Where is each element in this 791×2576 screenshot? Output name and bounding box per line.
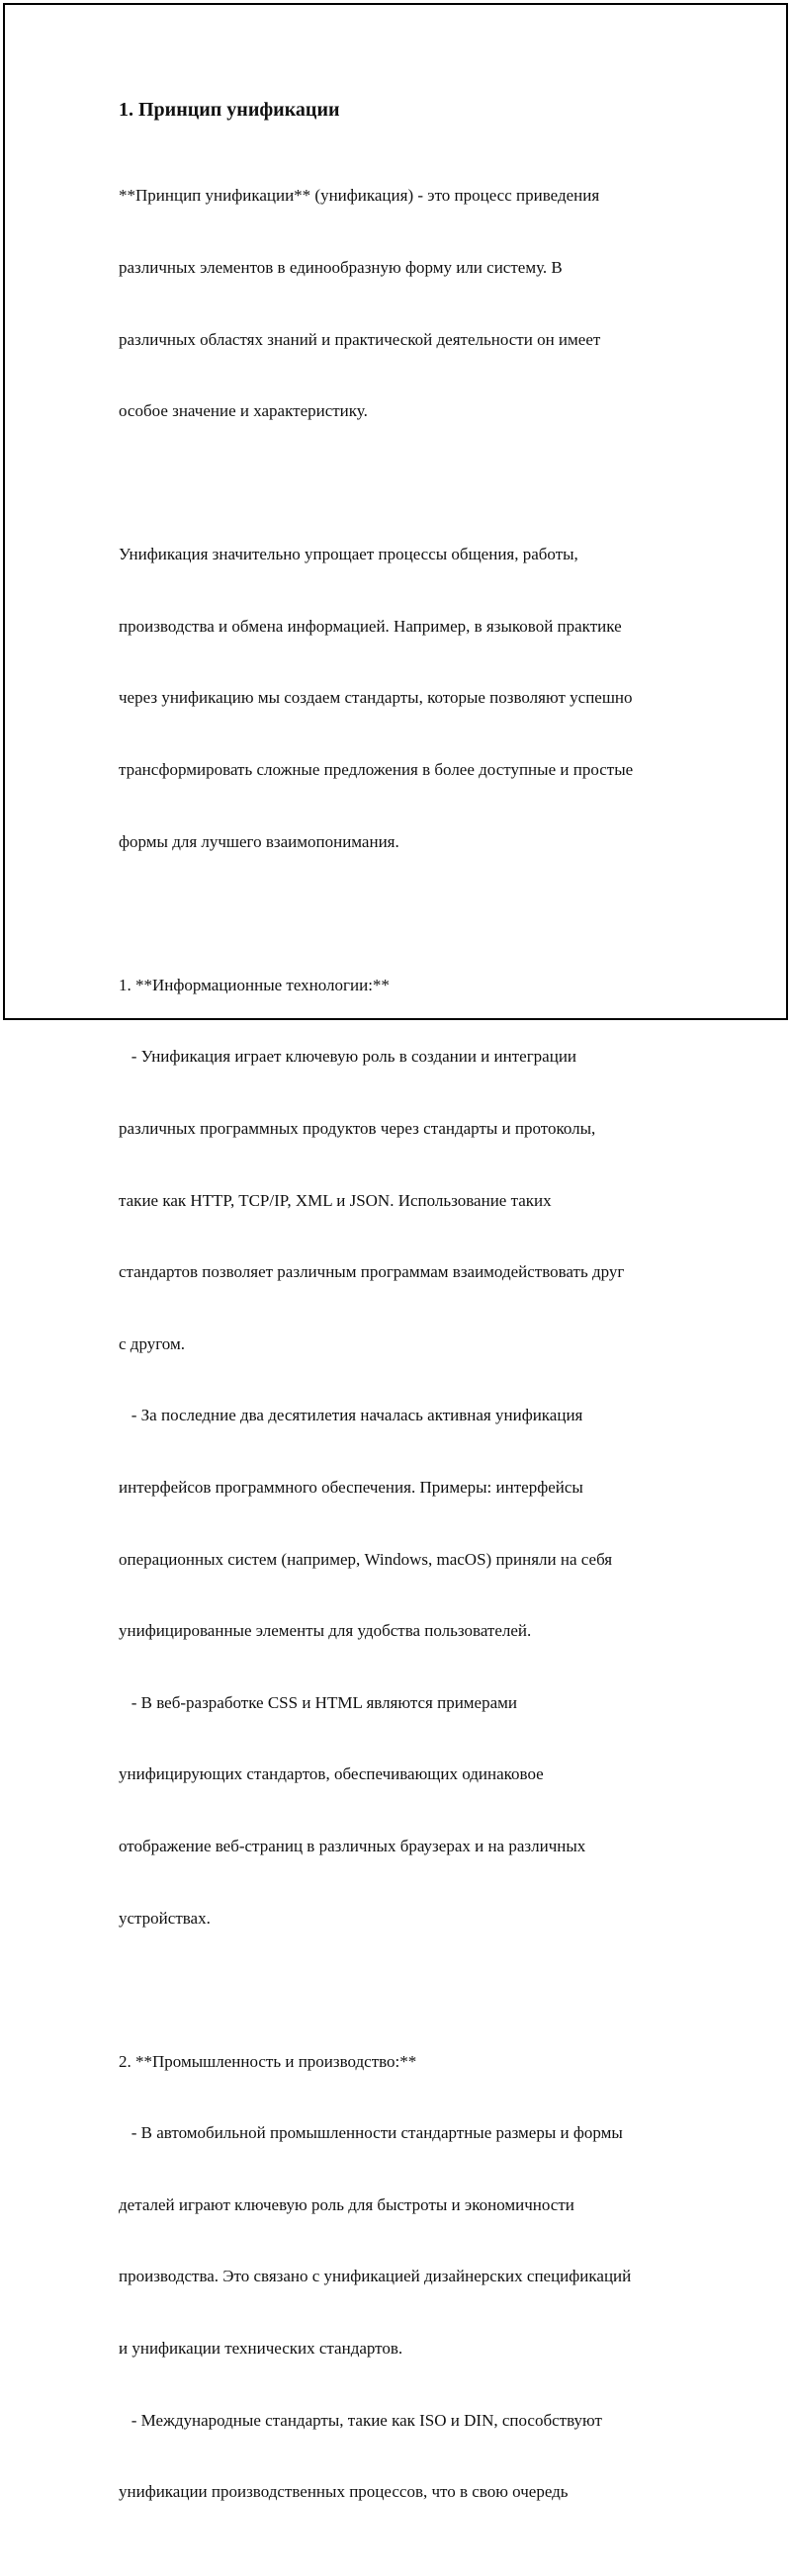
text-line: производства. Это связано с унификацией дизайнерских спецификаций — [119, 2267, 632, 2286]
text-line: с другом. — [119, 1333, 185, 1353]
list-heading: 2. **Промышленность и производство:** — [119, 2051, 417, 2071]
text-line: формы для лучшего взаимопонимания. — [119, 831, 399, 851]
text-line: различных областях знаний и практической деятельности он имеет — [119, 329, 601, 349]
text-line: **Принцип унификации** (унификация) - это процесс приведения — [119, 186, 600, 206]
list-heading: 1. **Информационные технологии:** — [119, 975, 390, 994]
text-line: - В веб-разработке CSS и HTML являются примерами — [119, 1692, 518, 1712]
text-line: - В автомобильной промышленности стандартные размеры и формы — [119, 2123, 623, 2143]
text-line: стандартов позволяет различным программам взаимодействовать друг — [119, 1262, 625, 1282]
paragraph-simplification — [119, 495, 692, 902]
text-line: отображение веб-страниц в различных браузерах и на различных — [119, 1837, 586, 1856]
text-line: и унификации технических стандартов. — [119, 2339, 403, 2359]
document-body — [119, 97, 692, 2576]
text-line: производства и обмена информацией. Например, в языковой практике — [119, 616, 622, 636]
text-line: - За последние два десятилетия началась активная унификация — [119, 1406, 583, 1425]
text-line: через унификацию мы создаем стандарты, которые позволяют успешно — [119, 688, 633, 708]
text-line: особое значение и характеристику. — [119, 401, 368, 421]
text-line: - Унификация играет ключевую роль в создании и интеграции — [119, 1047, 577, 1067]
paragraph-it — [119, 925, 692, 1978]
text-line: трансформировать сложные предложения в более доступные и простые — [119, 760, 634, 780]
document-page — [3, 3, 788, 2502]
text-line: унифицирующих стандартов, обеспечивающих одинаковое — [119, 1764, 544, 1784]
text-line: - Международные стандарты, такие как ISO и DIN, способствуют — [119, 2410, 602, 2430]
text-line: различных программных продуктов через стандарты и протоколы, — [119, 1118, 596, 1138]
text-line: операционных систем (например, Windows, macOS) приняли на себя — [119, 1549, 613, 1569]
text-line: унификации производственных процессов, что в свою очередь — [119, 2482, 569, 2502]
text-line: Унификация значительно упрощает процессы общения, работы, — [119, 545, 578, 564]
text-line: такие как HTTP, TCP/IP, XML и JSON. Использование таких — [119, 1190, 552, 1210]
paragraph-industry — [119, 2002, 692, 2552]
text-line: унифицированные элементы для удобства пользователей. — [119, 1621, 532, 1641]
text-line: интерфейсов программного обеспечения. Примеры: интерфейсы — [119, 1477, 583, 1497]
section-heading: 1. Принцип унификации — [119, 99, 340, 121]
text-line: различных элементов в единообразную форму или систему. В — [119, 258, 563, 278]
text-line: деталей играют ключевую роль для быстроты и экономичности — [119, 2194, 574, 2214]
text-line: устройствах. — [119, 1908, 211, 1928]
paragraph-intro — [119, 136, 692, 472]
